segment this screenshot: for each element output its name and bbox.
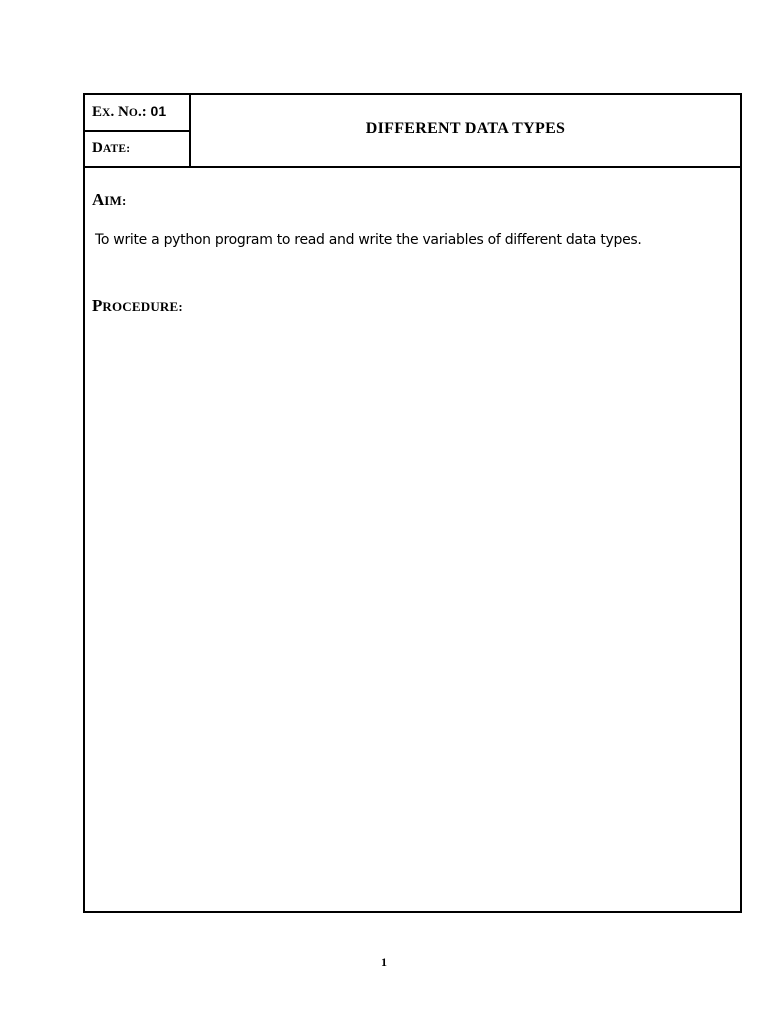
page-number: 1	[381, 955, 387, 969]
ex-no-cell	[85, 95, 191, 132]
ex-no-label: EX. NO.: 01	[92, 103, 167, 120]
aim-heading: AIM:	[92, 190, 127, 209]
ex-no-value: 01	[150, 103, 167, 119]
aim-text: To write a python program to read and write the variables of different data types.	[95, 232, 642, 248]
date-cell	[85, 132, 191, 166]
exercise-frame	[83, 93, 742, 913]
title-cell	[191, 95, 740, 166]
exercise-title: DIFFERENT DATA TYPES	[365, 120, 566, 137]
date-label: DATE:	[92, 140, 131, 156]
exercise-header	[85, 95, 740, 168]
procedure-heading: PROCEDURE:	[92, 296, 183, 315]
